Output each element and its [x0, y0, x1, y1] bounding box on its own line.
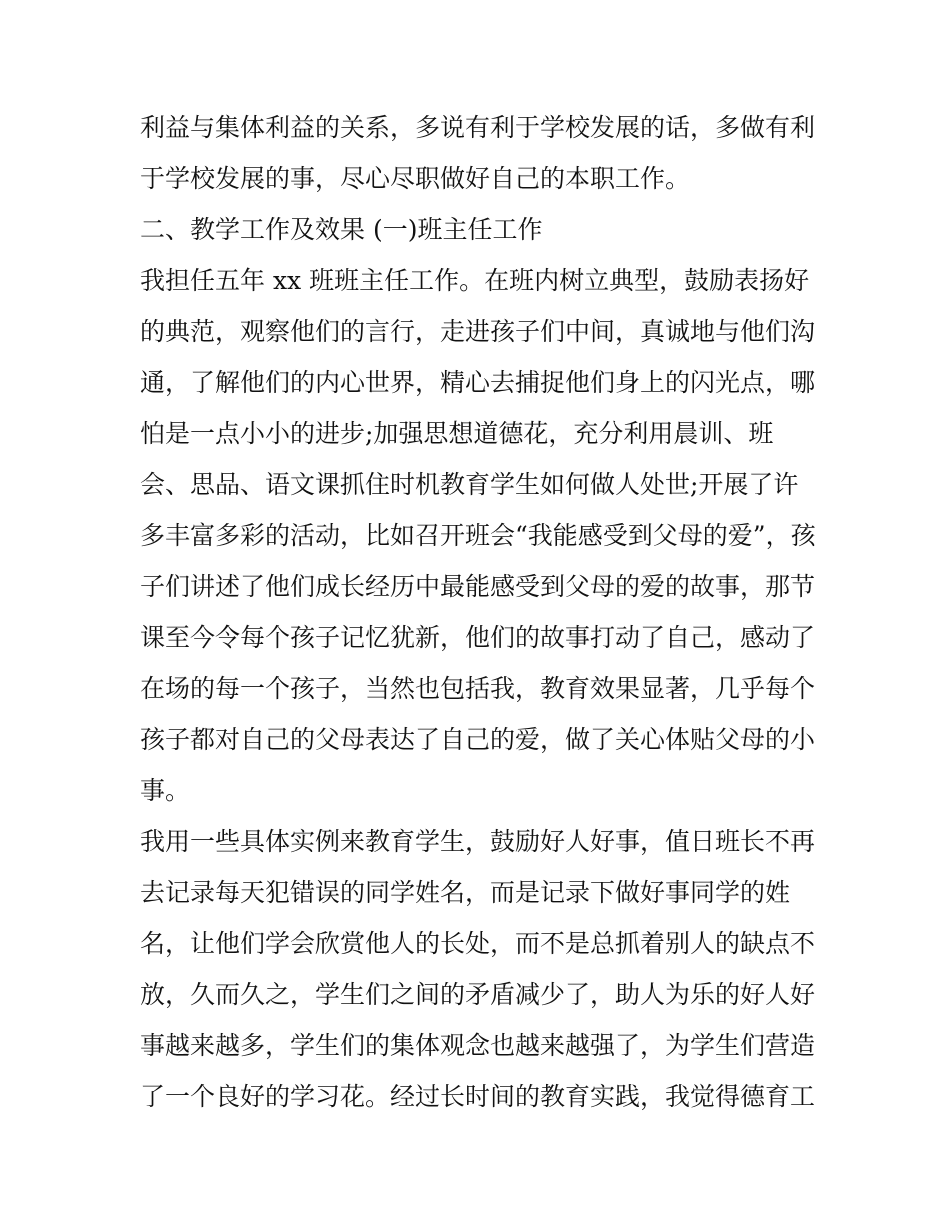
text-line: 事越来越多，学生们的集体观念也越来越强了，为学生们营造 [140, 1031, 816, 1060]
text-line: 去记录每天犯错误的同学姓名，而是记录下做好事同学的姓 [140, 878, 791, 907]
text-line: 孩子都对自己的父母表达了自己的爱，做了关心体贴父母的小 [140, 725, 816, 754]
text-line: 课至今令每个孩子记忆犹新，他们的故事打动了自己，感动了 [140, 623, 816, 652]
text-line: 多丰富多彩的活动，比如召开班会“我能感受到父母的爱”，孩 [140, 521, 816, 550]
text-line: 名，让他们学会欣赏他人的长处，而不是总抓着别人的缺点不 [140, 929, 816, 958]
text-line: 事。 [140, 776, 191, 805]
text-line: 子们讲述了他们成长经历中最能感受到父母的爱的故事，那节 [140, 572, 816, 601]
text-line: 于学校发展的事，尽心尽职做好自己的本职工作。 [140, 164, 691, 193]
text-line: 的典范，观察他们的言行，走进孩子们中间，真诚地与他们沟 [140, 317, 816, 346]
text-line: 了一个良好的学习花。经过长时间的教育实践，我觉得德育工 [140, 1082, 816, 1111]
text-line: 通，了解他们的内心世界，精心去捕捉他们身上的闪光点，哪 [140, 368, 816, 397]
text-line: 会、思品、语文课抓住时机教育学生如何做人处世;开展了许 [140, 470, 799, 499]
document-body [140, 102, 820, 1122]
text-line: 我用一些具体实例来教育学生，鼓励好人好事，值日班长不再 [140, 827, 816, 856]
text-line: 在场的每一个孩子，当然也包括我，教育效果显著，几乎每个 [140, 674, 816, 703]
section-heading: 二、教学工作及效果 (一)班主任工作 [140, 215, 543, 244]
text-line: 怕是一点小小的进步;加强思想道德花，充分利用晨训、班 [140, 419, 774, 448]
text-line: 放，久而久之，学生们之间的矛盾减少了，助人为乐的好人好 [140, 980, 816, 1009]
text-line: 利益与集体利益的关系，多说有利于学校发展的话，多做有利 [140, 113, 816, 142]
text-line: 我担任五年 xx 班班主任工作。在班内树立典型，鼓励表扬好 [140, 266, 810, 295]
